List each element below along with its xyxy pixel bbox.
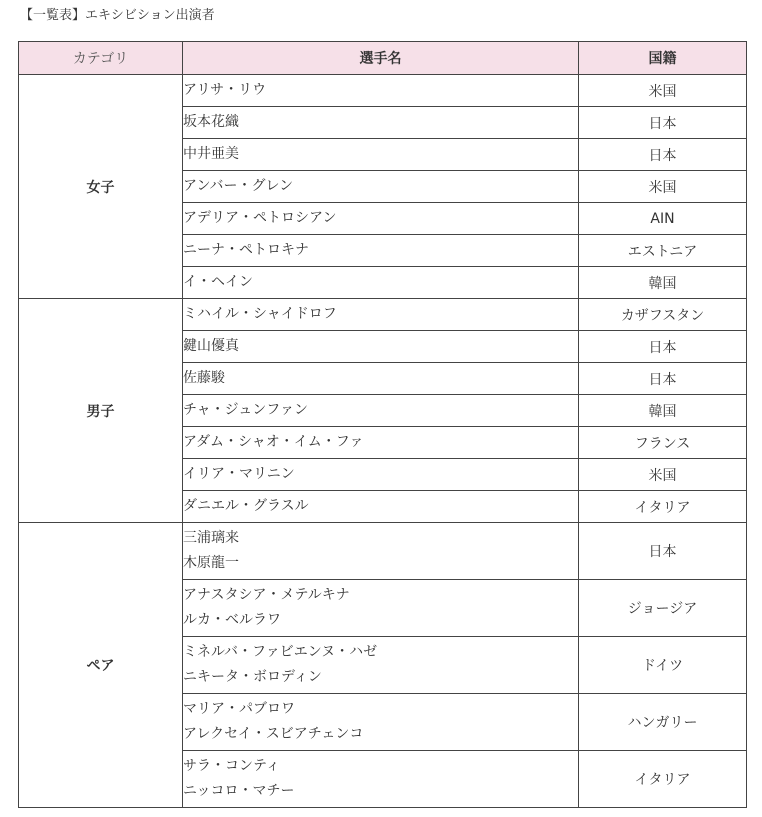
athlete-name: ダニエル・グラスル: [183, 498, 309, 514]
nationality-cell: 米国: [579, 75, 747, 107]
nationality-cell: 米国: [579, 459, 747, 491]
athlete-name: アデリア・ペトロシアン: [183, 210, 337, 226]
category-cell: 女子: [19, 75, 183, 299]
athlete-name: イ・ヘイン: [183, 274, 253, 290]
table-row: [19, 523, 747, 580]
athlete-name-cell: [183, 331, 579, 363]
athlete-name-cell: [183, 267, 579, 299]
table-row: [19, 75, 747, 107]
nationality-cell: ドイツ: [579, 637, 747, 694]
nationality-cell: 米国: [579, 171, 747, 203]
athlete-name-cell: [183, 580, 579, 637]
athlete-name: 坂本花織: [183, 114, 239, 130]
athlete-name: アナスタシア・メテルキナ: [183, 587, 350, 603]
athlete-name-cell: [183, 491, 579, 523]
nationality-cell: 日本: [579, 363, 747, 395]
nationality-cell: イタリア: [579, 491, 747, 523]
athlete-name-cell: [183, 694, 579, 751]
athlete-name: アンバー・グレン: [183, 178, 294, 194]
header-name: 選手名: [183, 42, 579, 75]
athlete-name: ニキータ・ボロディン: [183, 669, 322, 685]
nationality-cell: エストニア: [579, 235, 747, 267]
nationality-cell: 日本: [579, 107, 747, 139]
nationality-cell: 韓国: [579, 395, 747, 427]
table-caption: 【一覧表】エキシビション出演者: [20, 8, 215, 23]
athlete-name-cell: [183, 427, 579, 459]
nationality-cell: カザフスタン: [579, 299, 747, 331]
category-cell: ペア: [19, 523, 183, 808]
athlete-name: アリサ・リウ: [183, 82, 267, 98]
table-body: [19, 75, 747, 808]
table-header-row: [19, 42, 747, 75]
athlete-name-cell: [183, 107, 579, 139]
athlete-name-cell: [183, 139, 579, 171]
nationality-cell: 韓国: [579, 267, 747, 299]
nationality-cell: ハンガリー: [579, 694, 747, 751]
athlete-name: 三浦璃来: [183, 530, 239, 546]
nationality-cell: 日本: [579, 331, 747, 363]
athlete-name-cell: [183, 395, 579, 427]
athlete-name: ミハイル・シャイドロフ: [183, 306, 337, 322]
nationality-cell: 日本: [579, 139, 747, 171]
athlete-name: 鍵山優真: [183, 338, 239, 354]
athlete-name: ニッコロ・マチー: [183, 783, 295, 799]
athlete-name: イリア・マリニン: [183, 466, 295, 482]
table-row: [19, 299, 747, 331]
athlete-name: ニーナ・ペトロキナ: [183, 242, 309, 258]
nationality-cell: フランス: [579, 427, 747, 459]
athlete-name: チャ・ジュンファン: [183, 402, 309, 418]
nationality-cell: AIN: [579, 203, 747, 235]
athlete-name-cell: [183, 75, 579, 107]
header-category: カテゴリ: [19, 42, 183, 75]
athlete-name: ミネルバ・ファビエンヌ・ハゼ: [183, 644, 378, 660]
athlete-name-cell: [183, 523, 579, 580]
athlete-name-cell: [183, 363, 579, 395]
athlete-name-cell: [183, 637, 579, 694]
athlete-name: アダム・シャオ・イム・ファ: [183, 434, 364, 450]
performers-table: [18, 41, 747, 808]
athlete-name-cell: [183, 203, 579, 235]
athlete-name: サラ・コンティ: [183, 758, 280, 774]
athlete-name-cell: [183, 171, 579, 203]
category-cell: 男子: [19, 299, 183, 523]
athlete-name-cell: [183, 459, 579, 491]
nationality-cell: 日本: [579, 523, 747, 580]
header-nation: 国籍: [579, 42, 747, 75]
athlete-name: 木原龍一: [183, 555, 239, 571]
athlete-name: 佐藤駿: [183, 370, 225, 386]
nationality-cell: イタリア: [579, 751, 747, 808]
athlete-name: マリア・パブロワ: [183, 701, 295, 717]
athlete-name-cell: [183, 751, 579, 808]
athlete-name: ルカ・ベルラワ: [183, 612, 281, 628]
athlete-name: 中井亜美: [183, 146, 239, 162]
athlete-name: アレクセイ・スビアチェンコ: [183, 726, 364, 742]
athlete-name-cell: [183, 299, 579, 331]
nationality-cell: ジョージア: [579, 580, 747, 637]
athlete-name-cell: [183, 235, 579, 267]
